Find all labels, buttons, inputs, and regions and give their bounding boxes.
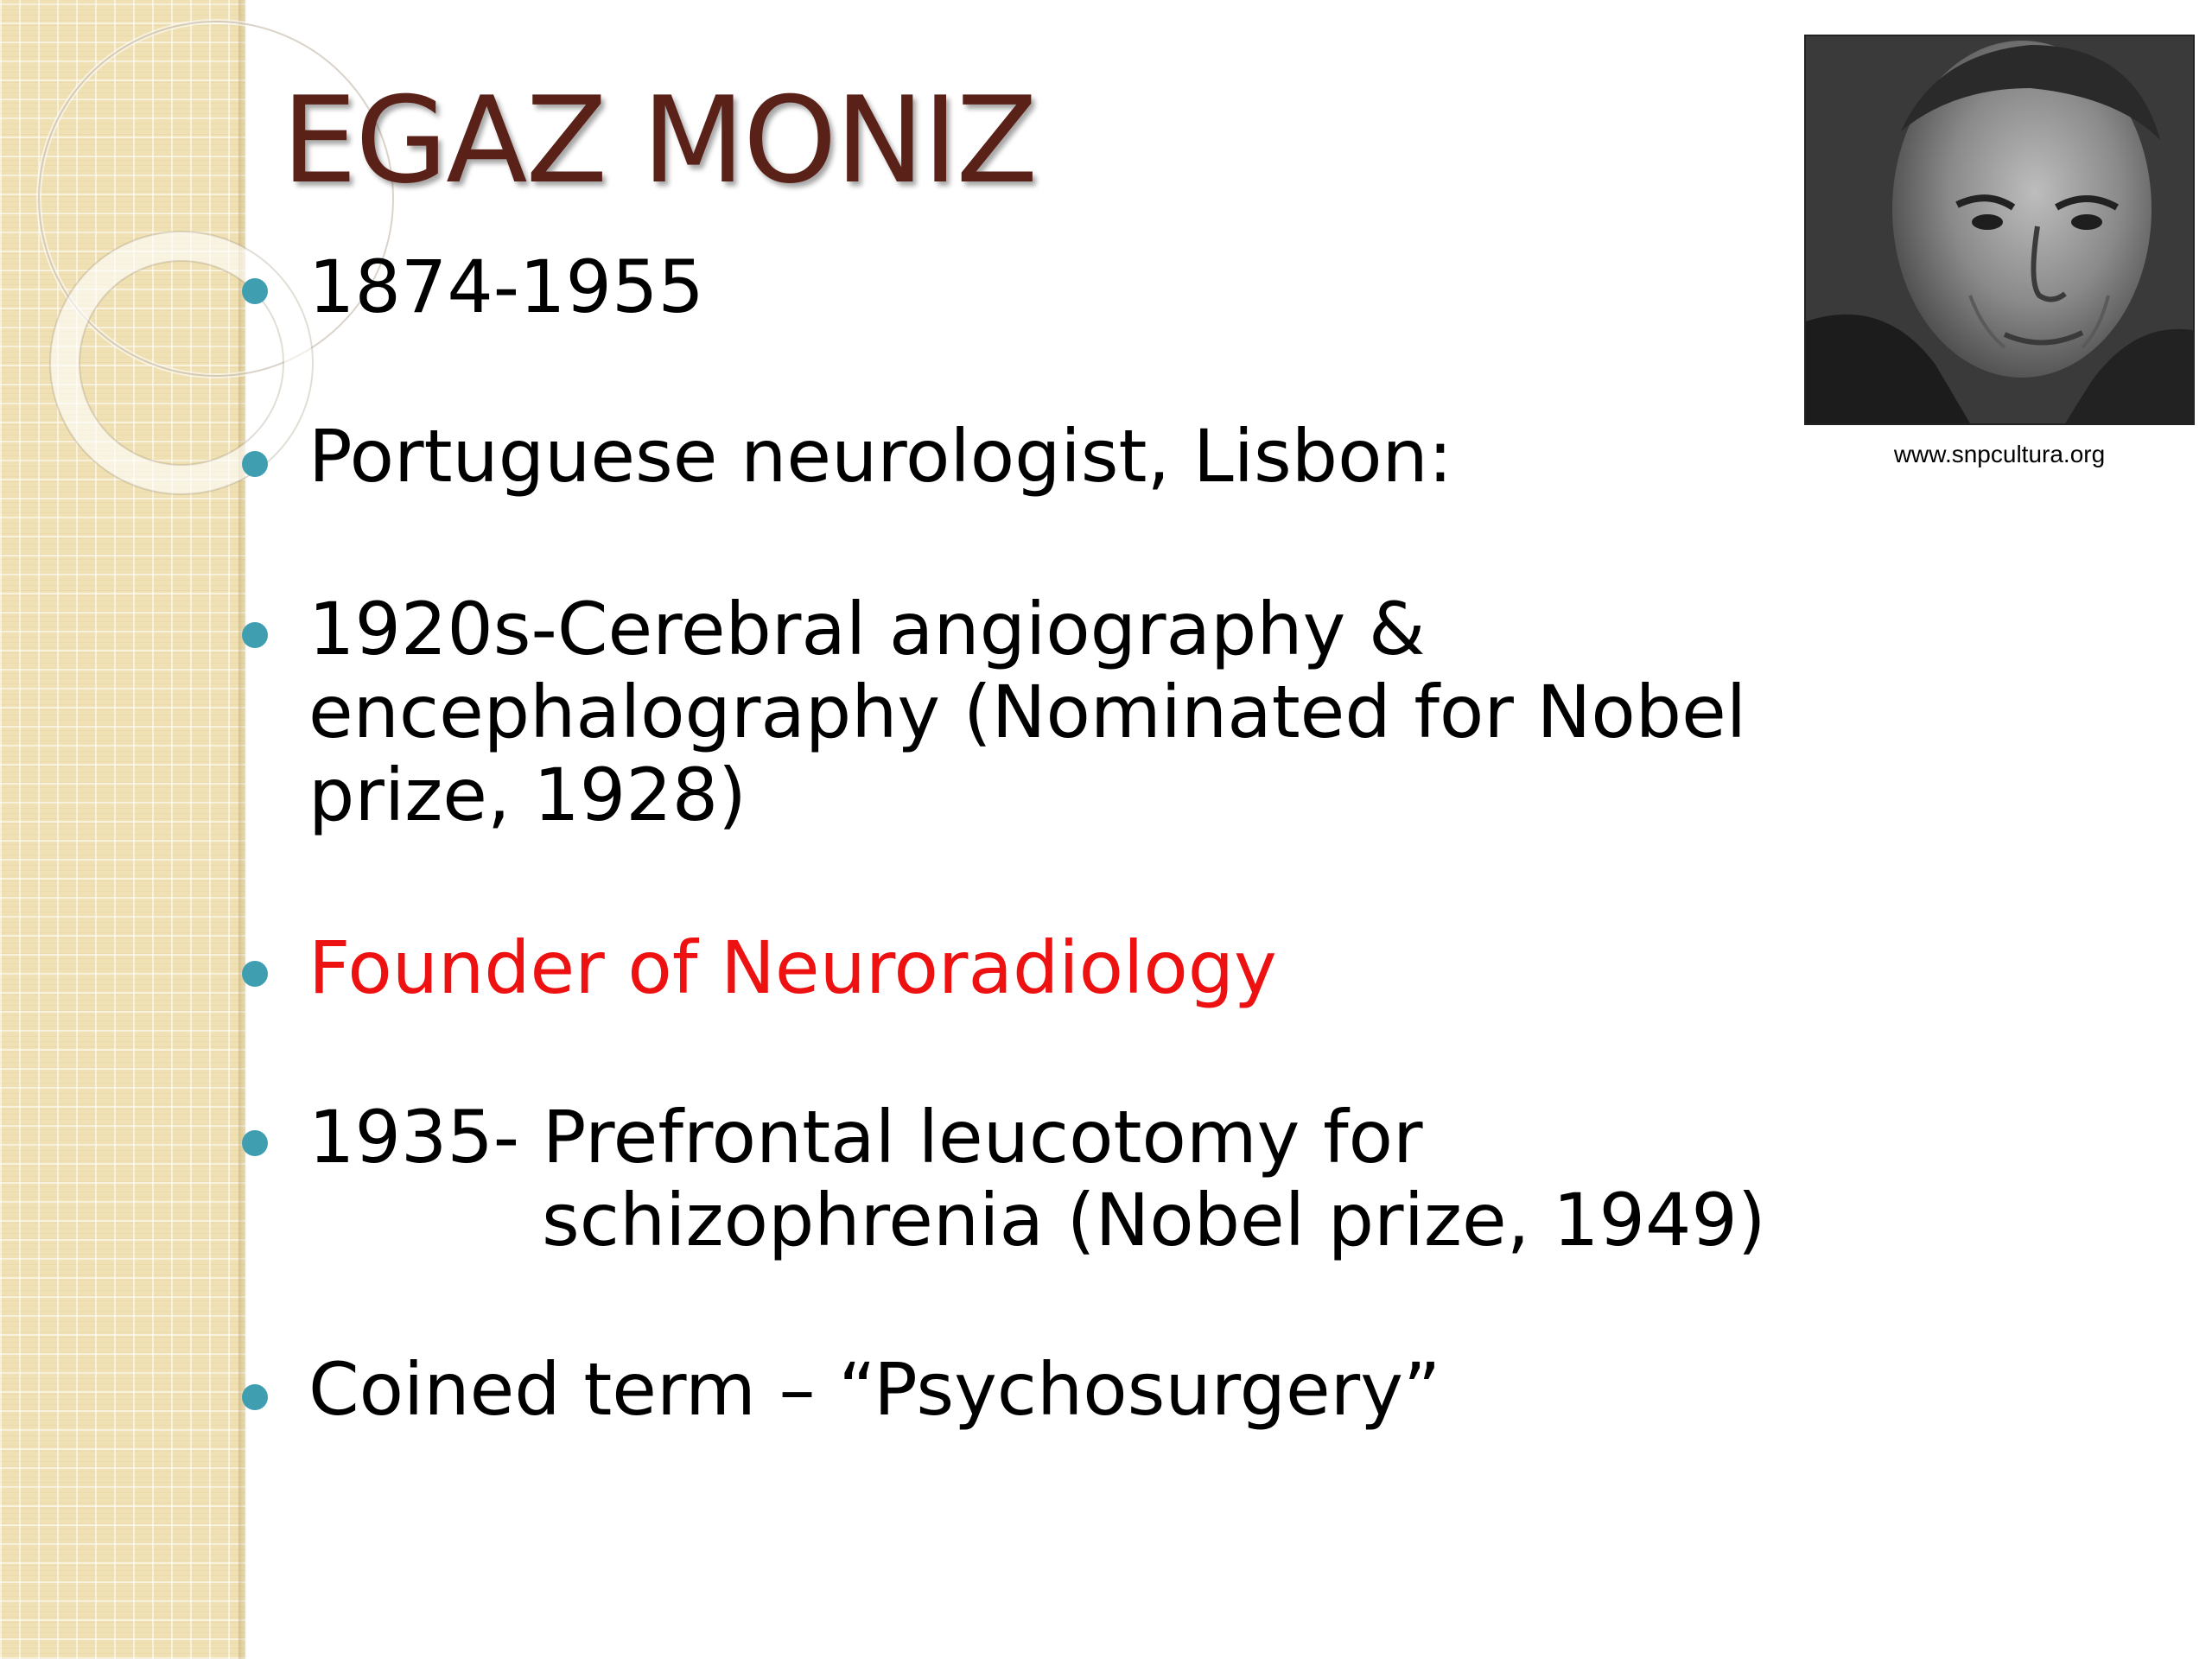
bullet-line: 1874-1955: [308, 245, 704, 329]
circle-bullet-icon: [242, 1384, 268, 1410]
circle-bullet-icon: [242, 278, 268, 304]
circle-bullet-icon: [242, 1130, 268, 1156]
bullet-text: [308, 1096, 1766, 1262]
bullet-line: schizophrenia (Nobel prize, 1949): [542, 1178, 1766, 1262]
bullet-line: 1920s-Cerebral angiography &: [308, 587, 1426, 671]
bullet-line: 1935- Prefrontal leucotomy for: [308, 1095, 1423, 1179]
bullet-line: Coined term – “Psychosurgery”: [308, 1347, 1441, 1432]
bullet-text: [308, 1348, 1440, 1431]
circle-bullet-icon: [242, 622, 268, 648]
bullet-text: [308, 245, 704, 328]
image-credit: www.snpcultura.org: [1893, 441, 2106, 467]
bullet-text-highlighted: [308, 926, 1277, 1009]
bullet-line: Portuguese neurologist, Lisbon:: [308, 414, 1453, 499]
bullet-text: [308, 588, 1746, 836]
bullet-text: [308, 415, 1452, 498]
bullet-line: prize, 1928): [308, 753, 747, 837]
portrait-illustration: [1806, 36, 2193, 423]
bullet-line: encephalography (Nominated for Nobel: [308, 670, 1747, 754]
slide-title: EGAZ MONIZ: [282, 71, 1037, 210]
portrait-photo: [1804, 35, 2195, 425]
bullet-line: Founder of Neuroradiology: [308, 925, 1277, 1010]
circle-bullet-icon: [242, 451, 268, 477]
circle-bullet-icon: [242, 961, 268, 987]
